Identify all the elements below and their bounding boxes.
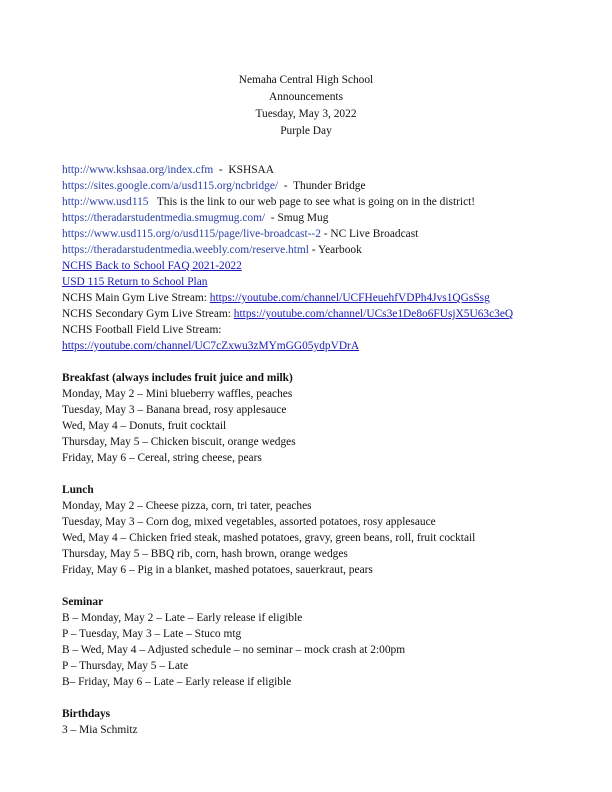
school-name: Nemaha Central High School (238, 74, 374, 86)
document-title: Announcements (268, 91, 344, 103)
link-note: - NC Live Broadcast (320, 228, 419, 240)
link-note: - KSHSAA (213, 164, 274, 176)
breakfast-title: Breakfast (always includes fruit juice and milk) (62, 372, 293, 384)
lunch-section (62, 482, 592, 578)
seminar-item: B – Wed, May 4 – Adjusted schedule – no seminar – mock crash at 2:00pm (62, 644, 406, 656)
document-date: Tuesday, May 3, 2022 (255, 108, 357, 120)
football-stream (62, 322, 592, 338)
seminar-section (62, 594, 592, 690)
seminar-item: P – Thursday, May 5 – Late (62, 660, 189, 672)
football-stream-url-line (62, 338, 592, 354)
smugmug-link[interactable]: https://theradarstudentmedia.smugmug.com/ (62, 212, 266, 224)
link-note: - Thunder Bridge (278, 180, 366, 192)
football-label: NCHS Football Field Live Stream: (62, 324, 222, 336)
return-to-school-plan-link[interactable]: USD 115 Return to School Plan (62, 276, 208, 288)
link-line-kshsaa (62, 162, 592, 178)
day-color: Purple Day (280, 125, 332, 137)
thunder-bridge-link[interactable]: https://sites.google.com/a/usd115.org/ncbridge/ (62, 180, 279, 192)
document-header (0, 72, 612, 140)
link-note: - Smug Mug (265, 212, 329, 224)
live-broadcast-link[interactable]: https://www.usd115.org/o/usd115/page/live-broadcast--2 (62, 228, 321, 240)
birthdays-title: Birthdays (62, 708, 111, 720)
breakfast-item: Wed, May 4 – Donuts, fruit cocktail (62, 420, 227, 432)
breakfast-item: Monday, May 2 – Mini blueberry waffles, peaches (62, 388, 293, 400)
breakfast-item: Tuesday, May 3 – Banana bread, rosy applesauce (62, 404, 287, 416)
football-stream-link[interactable]: https://youtube.com/channel/UC7cZxwu3zMYmGG05ydpVDrA (62, 340, 360, 352)
link-line-return-plan (62, 274, 592, 290)
birthday-item: 3 – Mia Schmitz (62, 724, 138, 736)
lunch-item: Tuesday, May 3 – Corn dog, mixed vegetables, assorted potatoes, rosy applesauce (62, 516, 436, 528)
secondary-gym-stream-link[interactable]: https://youtube.com/channel/UCs3e1De8o6FUsjX5U63c3eQ (233, 308, 514, 320)
main-gym-stream (62, 290, 592, 306)
secondary-gym-label: NCHS Secondary Gym Live Stream: (62, 308, 234, 320)
lunch-item: Monday, May 2 – Cheese pizza, corn, tri tater, peaches (62, 500, 312, 512)
link-line-yearbook (62, 242, 592, 258)
breakfast-section (62, 370, 592, 466)
link-line-live-broadcast (62, 226, 592, 242)
seminar-title: Seminar (62, 596, 104, 608)
link-line-smugmug (62, 210, 592, 226)
document-body (62, 162, 592, 738)
seminar-item: P – Tuesday, May 3 – Late – Stuco mtg (62, 628, 242, 640)
link-line-faq (62, 258, 592, 274)
link-note: This is the link to our web page to see what is going on in the district! (148, 196, 476, 208)
seminar-item: B– Friday, May 6 – Late – Early release if eligible (62, 676, 292, 688)
links-list (62, 162, 592, 354)
link-line-thunder-bridge (62, 178, 592, 194)
yearbook-link[interactable]: https://theradarstudentmedia.weebly.com/reserve.html (62, 244, 309, 256)
breakfast-item: Friday, May 6 – Cereal, string cheese, pears (62, 452, 262, 464)
secondary-gym-stream (62, 306, 592, 322)
breakfast-item: Thursday, May 5 – Chicken biscuit, orange wedges (62, 436, 296, 448)
district-link[interactable]: http://www.usd115 (62, 196, 149, 208)
link-note: - Yearbook (308, 244, 362, 256)
back-to-school-faq-link[interactable]: NCHS Back to School FAQ 2021-2022 (62, 260, 242, 272)
seminar-item: B – Monday, May 2 – Late – Early release if eligible (62, 612, 303, 624)
kshsaa-link[interactable]: http://www.kshsaa.org/index.cfm (62, 164, 214, 176)
birthdays-section (62, 706, 592, 738)
main-gym-stream-link[interactable]: https://youtube.com/channel/UCFHeuehfVDPh4Jvs1QGsSsg (209, 292, 490, 304)
main-gym-label: NCHS Main Gym Live Stream: (62, 292, 210, 304)
lunch-item: Thursday, May 5 – BBQ rib, corn, hash brown, orange wedges (62, 548, 348, 560)
lunch-item: Wed, May 4 – Chicken fried steak, mashed potatoes, gravy, green beans, roll, fruit cocktail (62, 532, 476, 544)
link-line-district (62, 194, 592, 210)
lunch-title: Lunch (62, 484, 94, 496)
lunch-item: Friday, May 6 – Pig in a blanket, mashed potatoes, sauerkraut, pears (62, 564, 373, 576)
